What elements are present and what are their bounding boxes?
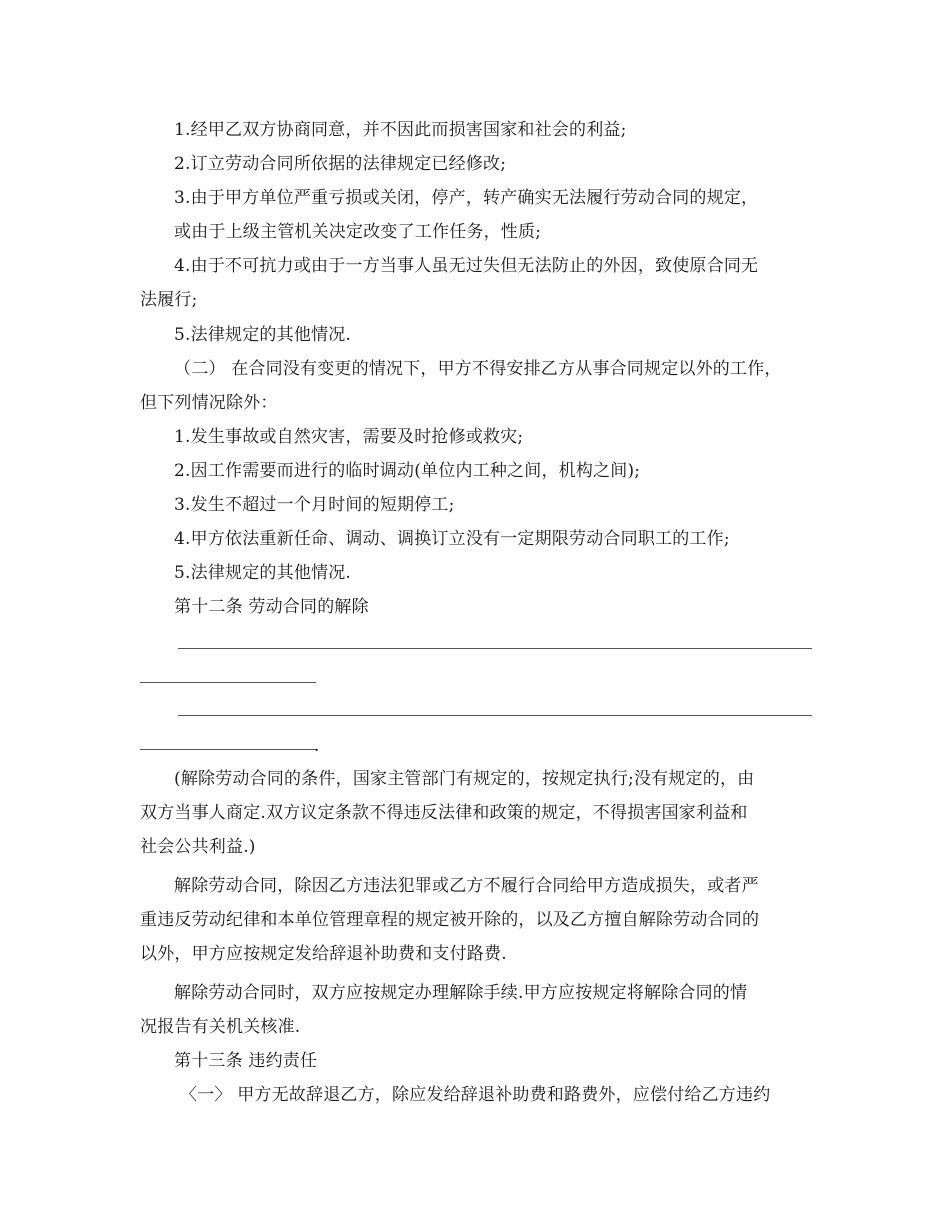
blank-line	[178, 648, 812, 649]
clause-line: 2.因工作需要而进行的临时调动(单位内工种之间，机构之间);	[174, 461, 641, 481]
clause-line: 1.经甲乙双方协商同意，并不因此而损害国家和社会的利益;	[174, 120, 627, 140]
clause-line: 2.订立劳动合同所依据的法律规定已经修改;	[174, 154, 507, 174]
section-heading: 第十二条 劳动合同的解除	[174, 597, 369, 617]
paragraph-line: 况报告有关机关核准.	[140, 1017, 301, 1037]
clause-line: 3.发生不超过一个月时间的短期停工;	[174, 495, 455, 515]
clause-line: 法履行;	[140, 290, 198, 310]
blank-line	[140, 749, 316, 750]
blank-line	[178, 715, 812, 716]
paragraph-line: 以外，甲方应按规定发给辞退补助费和支付路费.	[140, 944, 507, 964]
clause-line: 但下列情况除外：	[140, 393, 278, 413]
clause-line: 4.甲方依法重新任命、调动、调换订立没有一定期限劳动合同职工的工作;	[174, 529, 730, 549]
section-heading: 第十三条 违约责任	[174, 1051, 318, 1071]
paragraph-line: 双方当事人商定.双方议定条款不得违反法律和政策的规定，不得损害国家利益和	[140, 803, 748, 823]
blank-end-period: .	[314, 736, 320, 756]
blank-line	[140, 682, 316, 683]
clause-line: 5.法律规定的其他情况.	[174, 325, 352, 345]
paragraph-line: 解除劳动合同时，双方应按规定办理解除手续.甲方应按规定将解除合同的情	[174, 983, 748, 1003]
clause-line: 或由于上级主管机关决定改变了工作任务，性质;	[174, 222, 542, 242]
clause-line: 5.法律规定的其他情况.	[174, 563, 352, 583]
clause-line: 4.由于不可抗力或由于一方当事人虽无过失但无法防止的外因，致使原合同无	[174, 256, 759, 276]
paragraph-line: 〈一〉 甲方无故辞退乙方，除应发给辞退补助费和路费外，应偿付给乙方违约	[180, 1085, 771, 1105]
clause-line: （二） 在合同没有变更的情况下，甲方不得安排乙方从事合同规定以外的工作，	[174, 359, 782, 379]
paragraph-line: 解除劳动合同，除因乙方违法犯罪或乙方不履行合同给甲方造成损失，或者严	[174, 876, 759, 896]
clause-line: 1.发生事故或自然灾害，需要及时抢修或救灾;	[174, 427, 524, 447]
paragraph-line: 社会公共利益.)	[140, 837, 256, 857]
clause-line: 3.由于甲方单位严重亏损或关闭，停产，转产确实无法履行劳动合同的规定，	[174, 188, 759, 208]
paragraph-line: 重违反劳动纪律和本单位管理章程的规定被开除的，以及乙方擅自解除劳动合同的	[140, 910, 760, 930]
paragraph-line: (解除劳动合同的条件，国家主管部门有规定的，按规定执行;没有规定的，由	[174, 769, 755, 789]
